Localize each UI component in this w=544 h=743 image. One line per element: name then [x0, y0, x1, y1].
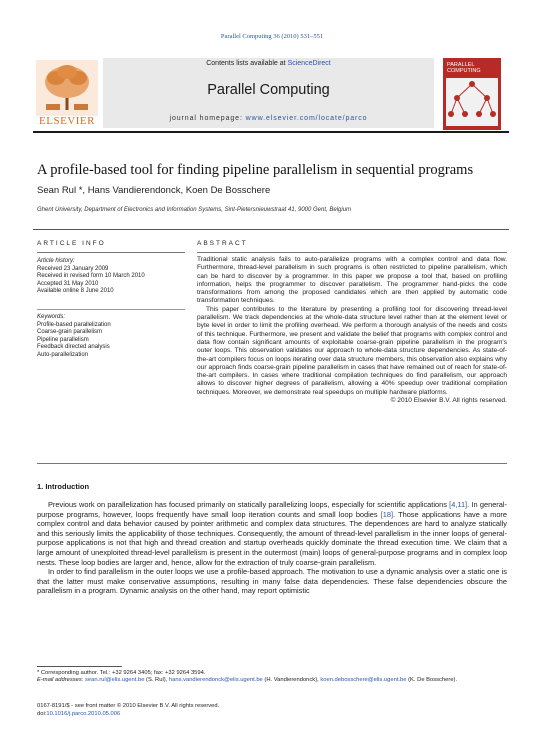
contents-line — [103, 60, 434, 67]
doi-link[interactable]: 10.1016/j.parco.2010.05.006 — [46, 710, 121, 717]
introduction-body — [37, 500, 507, 596]
homepage-link[interactable]: www.elsevier.com/locate/parco — [245, 115, 368, 122]
intro-text: . Those applications have a more complex control and data behavior caused by pointer arithmetic and complex data structures. The dependences are hard to analyze statically and this seriously limits the applicability of those techniques. Consequently, the amount of thread-level parallelism in the inner loops of general-purpose applications is not that high and thread creation and startup overheads quickly dominate the thread execution time. We claim that a large amount of unexploited thread-level parallelism is present in the outermost (main) loops of general-purpose programs and in complex loop nests. These loop bodies are larger and, hence, allow for the extraction of truly coarse-grain parallelism. — [37, 509, 508, 567]
footnotes — [37, 670, 507, 685]
abstract-body — [197, 256, 507, 405]
history-accepted: Accepted 31 May 2010 — [37, 280, 99, 287]
header-divider — [33, 131, 509, 133]
introduction-heading: 1. Introduction — [37, 482, 90, 491]
email-owner: (H. Vandierendonck), — [262, 677, 321, 684]
sciencedirect-link[interactable]: ScienceDirect — [287, 60, 331, 67]
article-info-rule — [37, 252, 185, 253]
title-divider — [33, 229, 509, 230]
keywords — [37, 314, 185, 360]
citation-link[interactable]: [18] — [380, 509, 394, 519]
history-label: Article history: — [37, 258, 75, 264]
elsevier-wordmark: ELSEVIER — [39, 115, 95, 127]
abstract-paragraph: This paper contributes to the literature by presenting a profiling tool for discovering thread-level parallelism. We track dependencies at the whole-data structure level rather than at the element level or byte level in order to limit the profiling overhead. We perform a thorough analysis of the needs and costs of this technique. Furthermore, we present and validate the belief that programs with complex control and data flow contain significant amounts of exploitable coarse-grain pipeline parallelism in the program's outer loops. This observation validates our approach to whole-data structure dependencies. As state-of-the-art compilers focus on loops iterating over data structure members, this observation also explains why our approach finds coarse-grain pipeline parallelism in cases that have remained out of reach for state-of-the-art compilers. In cases where traditional compilation techniques do find parallelism, our approach allows to discover higher degrees of parallelism, allowing a 40% speedup over traditional compilation techniques. Moreover, we demonstrate real speedups on multiple hardware platforms. — [197, 305, 507, 396]
email-link[interactable]: koen.debosschere@elis.ugent.be — [320, 677, 407, 684]
keywords-label: Keywords: — [37, 314, 66, 320]
keyword-item: Coarse-grain parallelism — [37, 329, 103, 336]
citation-link[interactable]: [4,11] — [449, 500, 468, 509]
email-link[interactable]: hans.vandierendonck@elis.ugent.be — [168, 677, 263, 684]
cover-title: PARALLEL COMPUTING — [447, 62, 481, 74]
abstract-paragraph: Traditional static analysis fails to auto-parallelize programs with a complex control and data flow. Furthermore, thread-level parallelism in such programs is often restricted to pipeline parallelism, which can be hard to discover by a programmer. In this paper we propose a tool that, based on profiling information, helps the programmer to discover parallelism. The programmer hand-picks the code transformations from among the proposed candidates which are then applied by automatic code transformation techniques. — [197, 256, 507, 305]
journal-title: Parallel Computing — [207, 82, 330, 98]
keyword-item: Pipeline parallelism — [37, 336, 89, 343]
doi-line — [37, 711, 337, 719]
abstract-bottom-rule — [37, 463, 507, 464]
affiliation: Ghent University, Department of Electronics and Information Systems, Sint-Pietersnieuwstraat 41, 9000 Gent, Belgium — [37, 207, 352, 213]
keyword-item: Auto-parallelization — [37, 351, 89, 358]
journal-homepage — [103, 115, 434, 122]
doi-prefix: doi: — [37, 710, 47, 717]
footnote-rule — [37, 666, 122, 667]
email-owner: (S. Rul), — [144, 677, 169, 684]
email-addresses — [37, 677, 507, 684]
intro-paragraph-1 — [37, 500, 507, 567]
article-info-separator — [37, 309, 185, 310]
history-online: Available online 8 June 2010 — [37, 288, 114, 295]
article-info-heading: ARTICLE INFO — [37, 240, 106, 247]
keyword-item: Profile-based parallelization — [37, 321, 111, 328]
history-revised: Received in revised form 10 March 2010 — [37, 273, 145, 280]
intro-text: Previous work on parallelization has focused primarily on statically parallelizing loops, especially for scientific applications — [48, 500, 450, 509]
keyword-item: Feedback directed analysis — [37, 344, 110, 351]
email-label: E-mail addresses: — [37, 677, 84, 684]
corresponding-author-note: * Corresponding author. Tel.: +32 9264 3405; fax: +32 9264 3594. — [37, 670, 206, 676]
email-link[interactable]: sean.rul@elis.ugent.be — [85, 677, 145, 684]
history-received: Received 23 January 2009 — [37, 265, 109, 272]
elsevier-tree-logo — [36, 60, 98, 122]
intro-text: . In general-purpose programs, however, loops frequently have small loop iteration counts and small loop bodies — [37, 500, 507, 519]
homepage-prefix: journal homepage: — [169, 115, 246, 122]
publication-meta — [37, 703, 337, 718]
email-owner: (K. De Bosschere). — [406, 677, 458, 684]
article-title: A profile-based tool for finding pipeline parallelism in sequential programs — [37, 162, 474, 178]
contents-prefix: Contents lists available at — [206, 60, 288, 67]
abstract-heading: ABSTRACT — [197, 240, 248, 247]
abstract-rule — [197, 252, 507, 253]
journal-reference[interactable]: Parallel Computing 36 (2010) 531–551 — [220, 33, 324, 40]
abstract-copyright: © 2010 Elsevier B.V. All rights reserved. — [390, 397, 507, 405]
intro-paragraph-2: In order to find parallelism in the outer loops we use a profile-based approach. The motivation to use a dynamic analysis over a static one is that the latter must make conservative assumptions, resulting in many false data dependencies. These false dependencies obscure the parallelism in a program. Dynamic analysis on the other hand, may report optimistic — [37, 567, 507, 596]
issn-line: 0167-8191/$ - see front matter © 2010 Elsevier B.V. All rights reserved. — [37, 703, 220, 709]
author-list: Sean Rul *, Hans Vandierendonck, Koen De Bosschere — [37, 185, 271, 196]
article-history — [37, 258, 185, 296]
